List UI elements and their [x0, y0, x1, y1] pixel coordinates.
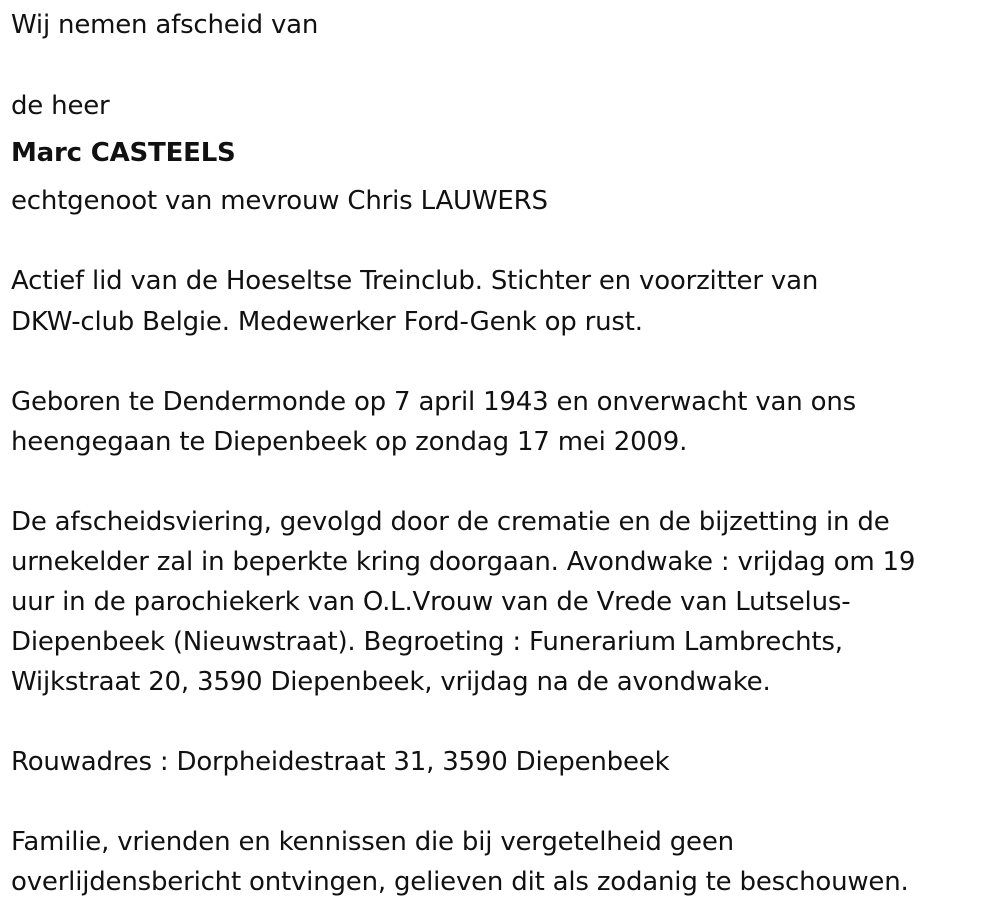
bio-line: Actief lid van de Hoeseltse Treinclub. Stichter en voorzitter van [11, 266, 819, 296]
deceased-name: Marc CASTEELS [11, 138, 236, 168]
ceremony-line: Wijkstraat 20, 3590 Diepenbeek, vrijdag na de avondwake. [11, 667, 771, 697]
bio-line: DKW-club Belgie. Medewerker Ford-Genk op rust. [11, 307, 643, 337]
closing-line: overlijdensbericht ontvingen, gelieven dit als zodanig te beschouwen. [11, 867, 909, 897]
ceremony-line: urnekelder zal in beperkte kring doorgaan. Avondwake : vrijdag om 19 [11, 547, 916, 577]
ceremony-line: Diepenbeek (Nieuwstraat). Begroeting : Funerarium Lambrechts, [11, 627, 843, 657]
ceremony-line: uur in de parochiekerk van O.L.Vrouw van de Vrede van Lutselus- [11, 587, 851, 617]
spouse-line: echtgenoot van mevrouw Chris LAUWERS [11, 186, 548, 216]
birth-death-line: Geboren te Dendermonde op 7 april 1943 en onverwacht van ons [11, 387, 856, 417]
intro-line: Wij nemen afscheid van [11, 10, 319, 40]
mourning-address: Rouwadres : Dorpheidestraat 31, 3590 Diepenbeek [11, 747, 670, 777]
title-prefix: de heer [11, 91, 110, 121]
birth-death-line: heengegaan te Diepenbeek op zondag 17 mei 2009. [11, 427, 688, 457]
closing-line: Familie, vrienden en kennissen die bij vergetelheid geen [11, 827, 734, 857]
ceremony-line: De afscheidsviering, gevolgd door de crematie en de bijzetting in de [11, 507, 890, 537]
